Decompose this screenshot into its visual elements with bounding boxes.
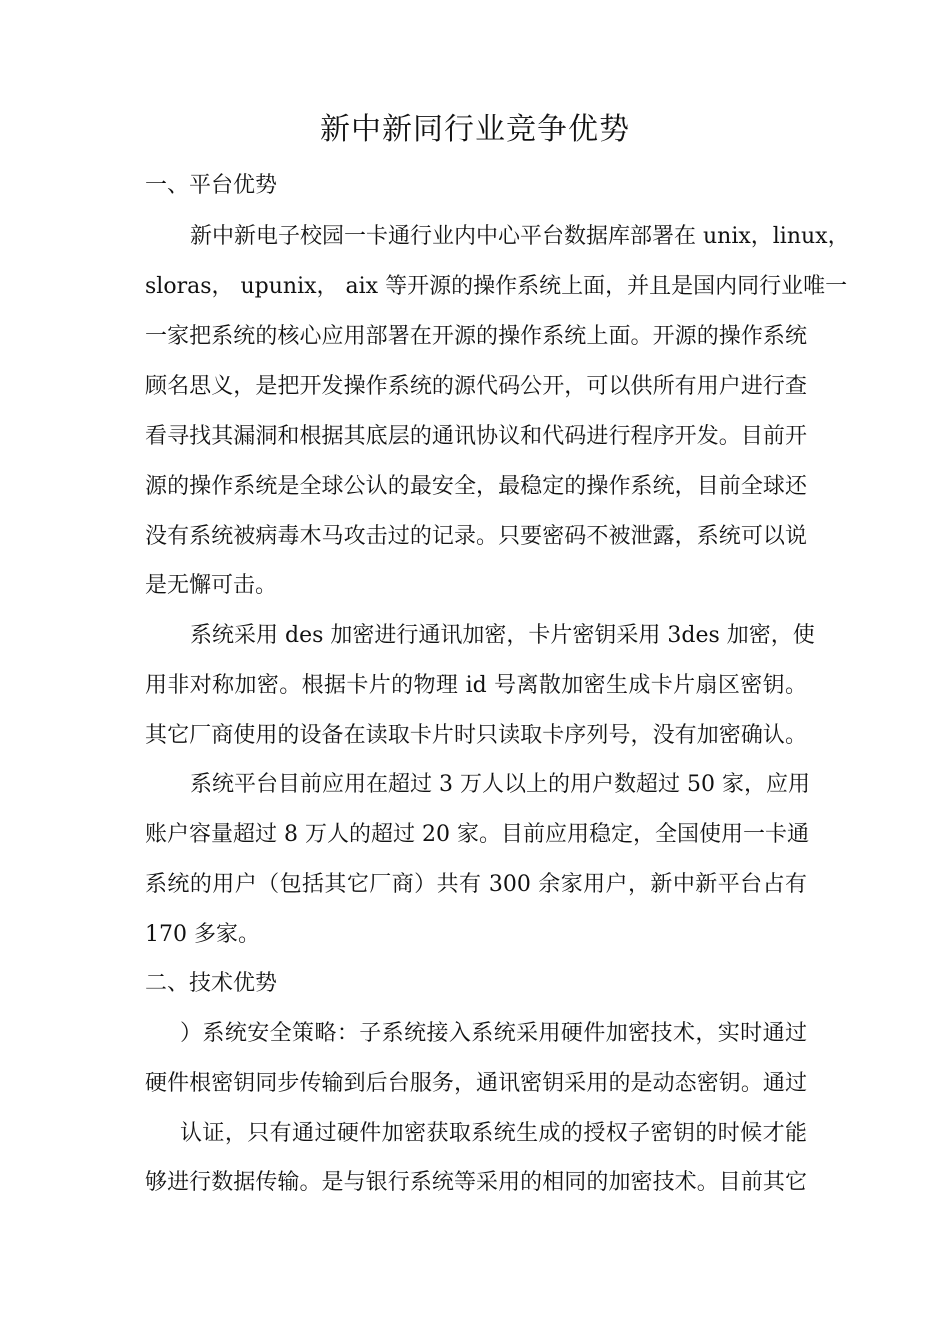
paragraph-line: 没有系统被病毒木马攻击过的记录。只要密码不被泄露，系统可以说 — [145, 524, 807, 549]
paragraph-line: 用非对称加密。根据卡片的物理 id 号离散加密生成卡片扇区密钥。 — [145, 673, 807, 698]
paragraph-line: 认证，只有通过硬件加密获取系统生成的授权子密钥的时候才能 — [180, 1121, 807, 1146]
paragraph-line: 其它厂商使用的设备在读取卡片时只读取卡序列号，没有加密确认。 — [145, 723, 807, 748]
paragraph-line: 系统采用 des 加密进行通讯加密，卡片密钥采用 3des 加密，使 — [190, 623, 815, 648]
paragraph-line: 够进行数据传输。是与银行系统等采用的相同的加密技术。目前其它 — [145, 1170, 807, 1195]
paragraph-line: 是无懈可击。 — [145, 573, 278, 598]
paragraph-line: 顾名思义，是把开发操作系统的源代码公开，可以供所有用户进行查 — [145, 374, 807, 399]
paragraph-line: 系统的用户（包括其它厂商）共有 300 余家用户，新中新平台占有 — [145, 872, 807, 897]
paragraph-line: 硬件根密钥同步传输到后台服务，通讯密钥采用的是动态密钥。通过 — [145, 1071, 807, 1096]
document-title: 新中新同行业竞争优势 — [320, 112, 630, 147]
paragraph-line: sloras， upunix， aix 等开源的操作系统上面，并且是国内同行业唯一 — [145, 274, 848, 299]
paragraph-line: 系统平台目前应用在超过 3 万人以上的用户数超过 50 家，应用 — [190, 772, 810, 797]
section-heading-technology: 二、技术优势 — [145, 971, 278, 996]
paragraph-line: 源的操作系统是全球公认的最安全，最稳定的操作系统，目前全球还 — [145, 474, 807, 499]
paragraph-line: 新中新电子校园一卡通行业内中心平台数据库部署在 unix，linux， — [190, 224, 850, 249]
section-heading-platform: 一、平台优势 — [145, 173, 278, 198]
paragraph-line: 账户容量超过 8 万人的超过 20 家。目前应用稳定，全国使用一卡通 — [145, 822, 809, 847]
paragraph-line: 一家把系统的核心应用部署在开源的操作系统上面。开源的操作系统 — [145, 324, 807, 349]
paragraph-line: 170 多家。 — [145, 922, 260, 947]
paragraph-line: ）系统安全策略：子系统接入系统采用硬件加密技术，实时通过 — [180, 1021, 807, 1046]
paragraph-line: 看寻找其漏洞和根据其底层的通讯协议和代码进行程序开发。目前开 — [145, 424, 807, 449]
